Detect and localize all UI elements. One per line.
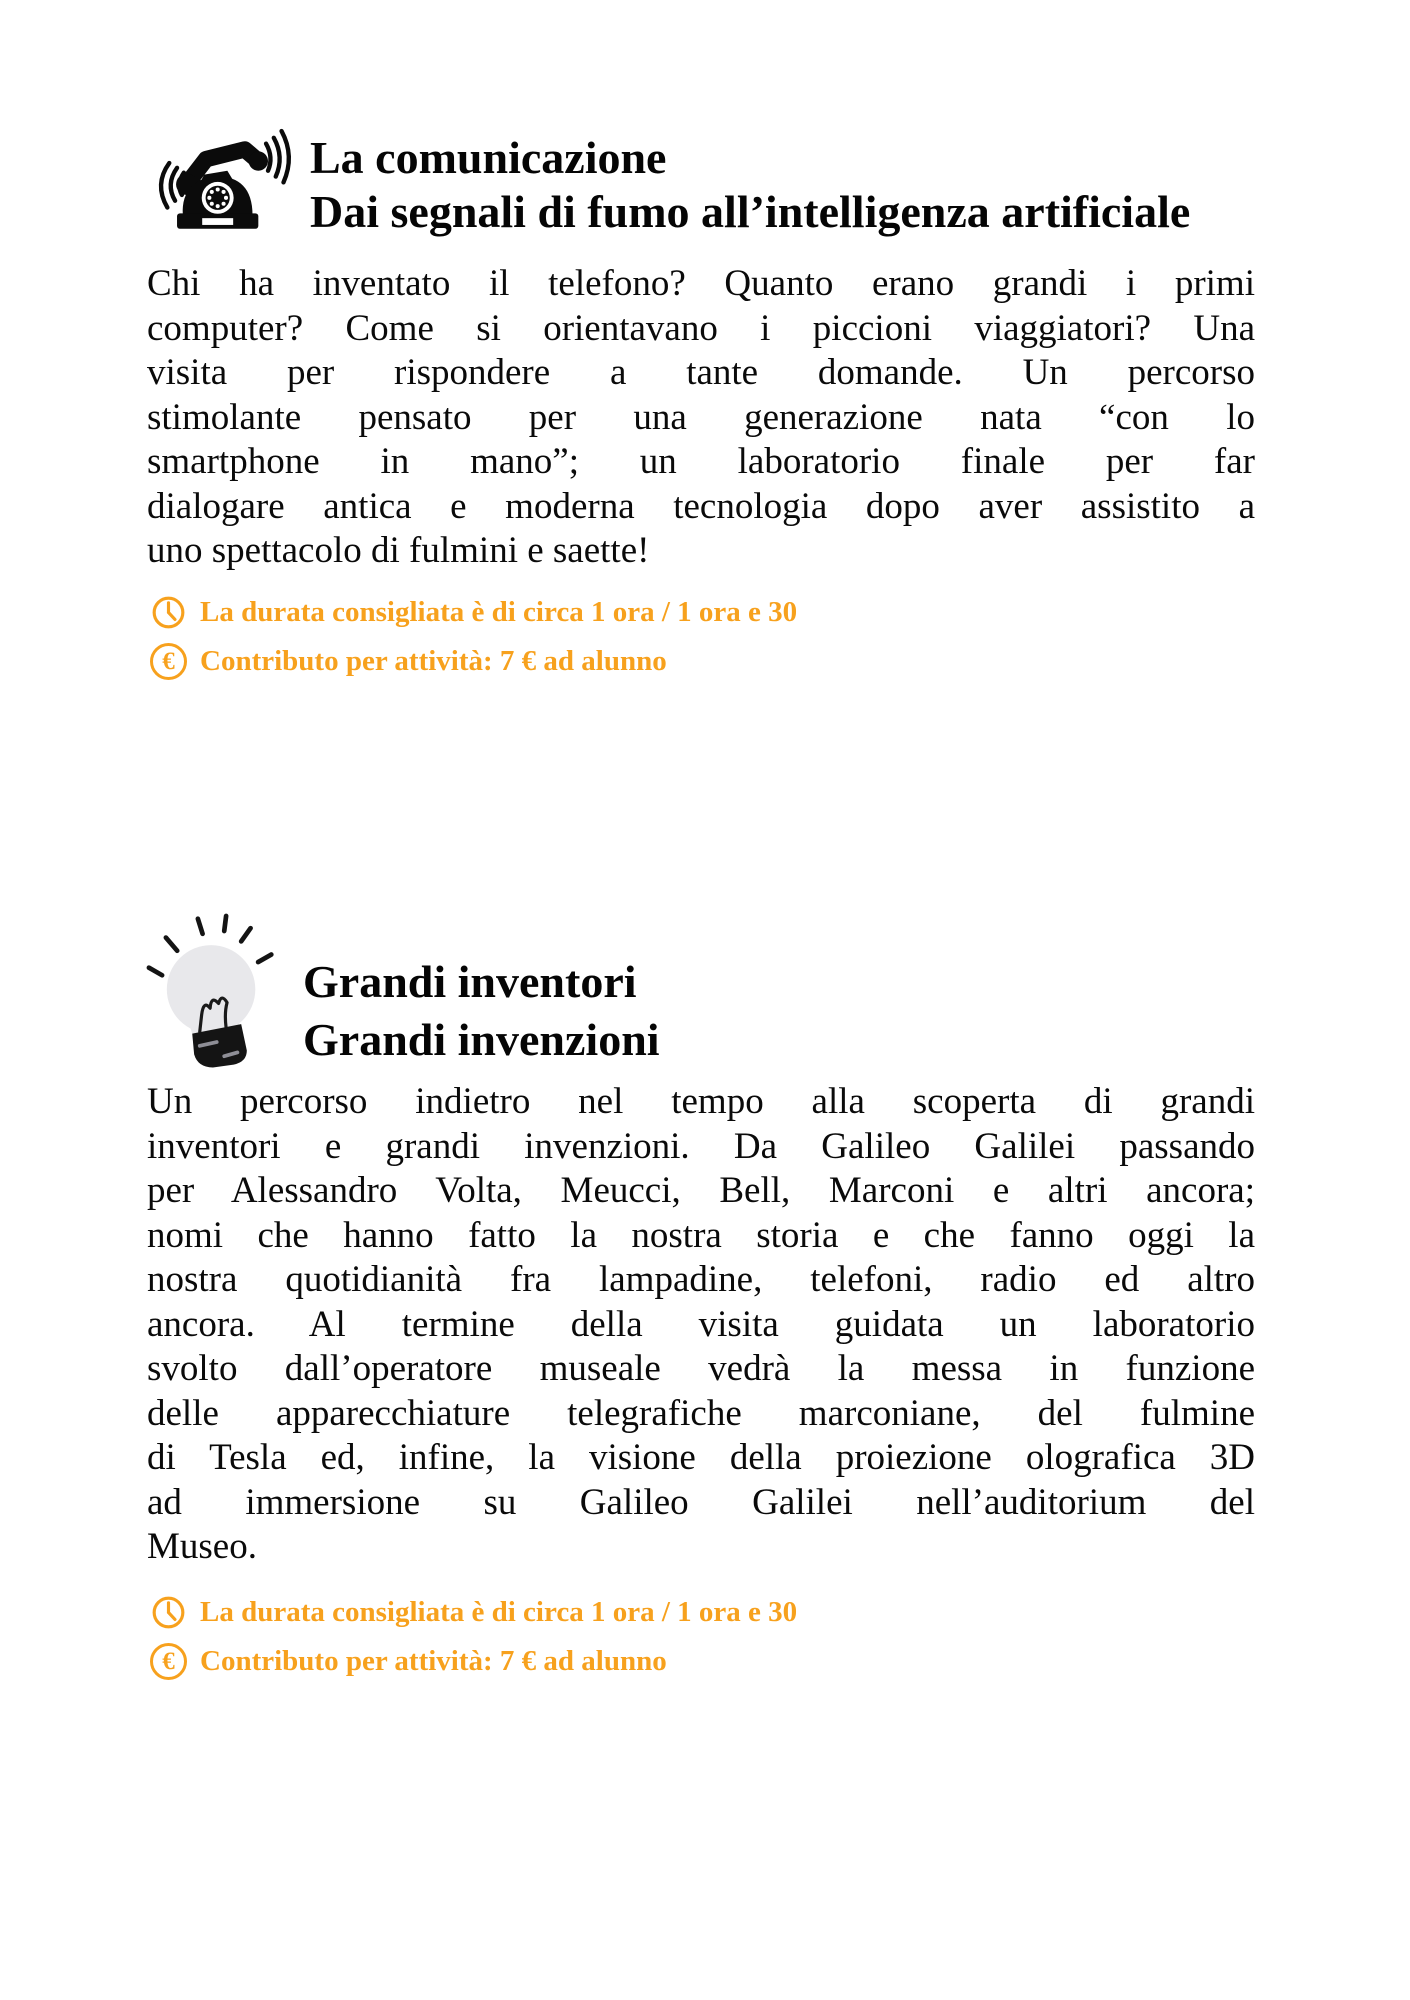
- euro-symbol: €: [162, 647, 175, 675]
- section-title-line1: Grandi inventori: [303, 956, 637, 1007]
- lightbulb-icon: [132, 898, 292, 1076]
- section-info: [150, 1588, 797, 1686]
- fee-text: Contributo per attività: 7 € ad alunno: [200, 645, 667, 677]
- fee-row: [150, 1637, 797, 1686]
- section-info: [150, 588, 797, 686]
- euro-icon: [150, 643, 187, 680]
- clock-icon: [150, 1594, 187, 1631]
- fee-row: [150, 637, 797, 686]
- section-title: [303, 953, 660, 1069]
- fee-text: Contributo per attività: 7 € ad alunno: [200, 1645, 667, 1677]
- duration-text: La durata consigliata è di circa 1 ora / 1 ora e 30: [200, 596, 798, 628]
- section-title-line2: Dai segnali di fumo all’intelligenza artificiale: [310, 186, 1191, 237]
- section-body-text: Chi ha inventato il telefono? Quanto erano grandi i primi computer? Come si orientavano i piccioni viaggiatori? Una visita per rispondere a tante domande. Un percorso stimolante pensato per una generazione nata “con lo smartphone in mano”; un laboratorio finale per far dialogare antica e moderna tecnologia dopo aver assistito a uno spettacolo di fulmini e saette!: [147, 263, 1255, 571]
- section-title-line1: La comunicazione: [310, 132, 667, 183]
- euro-symbol: €: [162, 1647, 175, 1675]
- section-title: [310, 131, 1190, 239]
- duration-row: [150, 1588, 797, 1637]
- euro-icon: [150, 1643, 187, 1680]
- telephone-icon: [148, 122, 298, 234]
- clock-icon: [150, 594, 187, 631]
- section-body-text: Un percorso indietro nel tempo alla scoperta di grandi inventori e grandi invenzioni. Da Galileo Galilei passando per Alessandro Volta, Meucci, Bell, Marconi e altri ancora; nomi che hanno fatto la nostra storia e che fanno oggi la nostra quotidianità fra lampadine, telefoni, radio ed altro ancora. Al termine della visita guidata un laboratorio svolto dall’operatore museale vedrà la messa in funzione delle apparecchiature telegrafiche marconiane, del fulmine di Tesla ed, infine, la visione della proiezione olografica 3D ad immersione su Galileo Galilei nell’auditorium del Museo.: [147, 1081, 1255, 1567]
- duration-row: [150, 588, 797, 637]
- section-title-line2: Grandi invenzioni: [303, 1014, 660, 1065]
- duration-text: La durata consigliata è di circa 1 ora / 1 ora e 30: [200, 1596, 798, 1628]
